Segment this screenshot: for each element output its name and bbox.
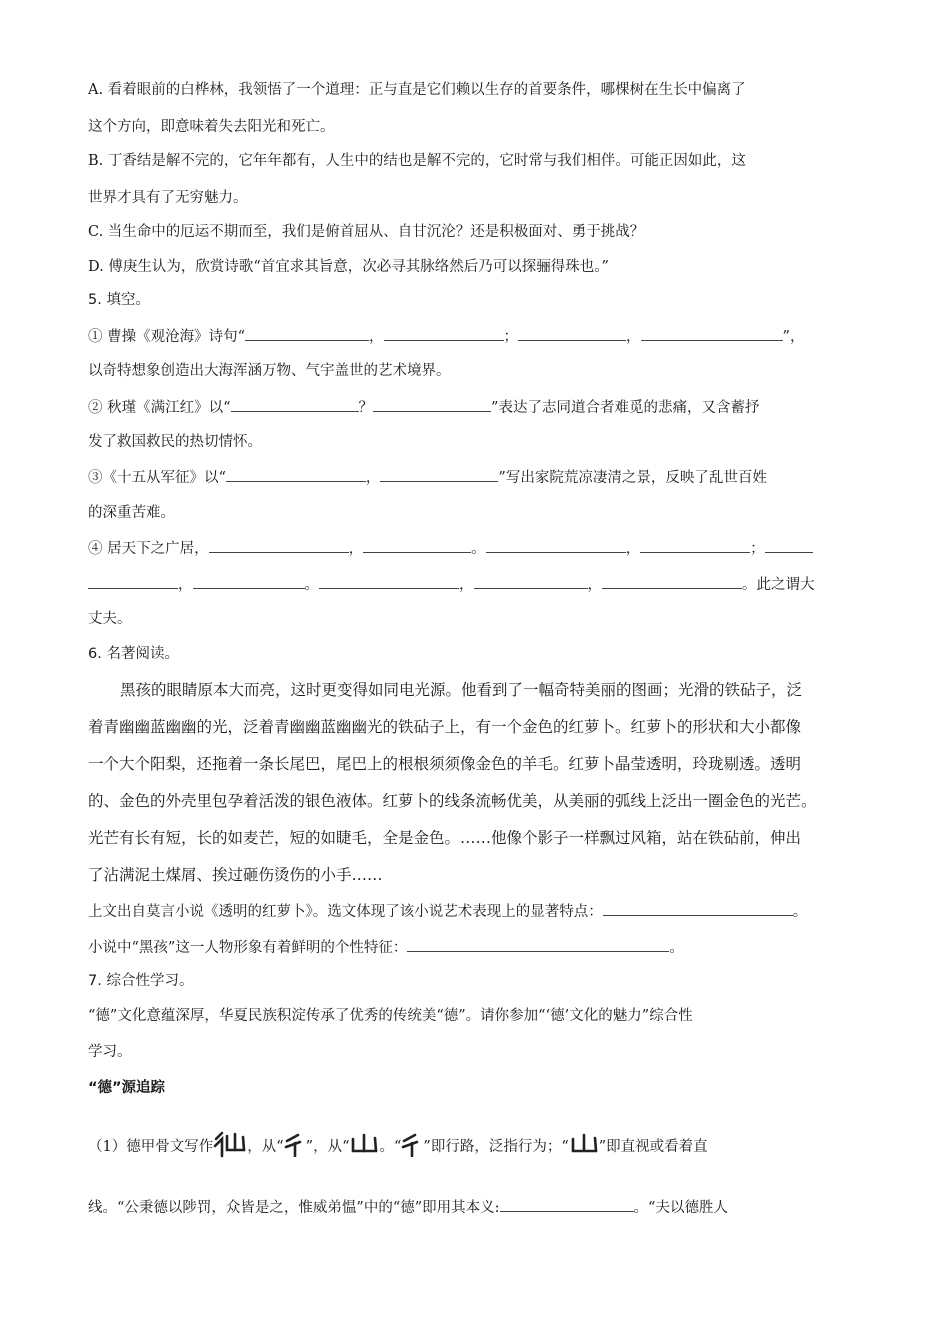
answer-blank[interactable] <box>641 326 783 341</box>
question-number: 5. <box>88 292 102 308</box>
q5-item-4: ④ 居天下之广居， ， 。 ， ； <box>88 538 863 559</box>
question-number: 7. <box>88 973 102 989</box>
q7-part-1-line-2: 线。“公秉德以陟罚，众皆是之，惟威弟愠”中的“德”即用其本义: 。“夫以德胜人 <box>88 1197 863 1218</box>
answer-blank[interactable] <box>88 574 178 589</box>
q5-item-4-line-2: ， 。 ， ， 。此之谓大 <box>88 574 863 595</box>
q5-item-2-line-2: 发了救国救民的热切情怀。 <box>88 434 262 450</box>
oracle-bone-zhi-glyph <box>569 1131 599 1163</box>
option-a-line-1: A. 看着眼前的白桦林，我领悟了一个道理：正与直是它们赖以生存的首要条件，哪棵树在生长中偏离了 <box>88 82 746 98</box>
answer-blank[interactable] <box>209 538 349 553</box>
answer-blank[interactable] <box>486 538 626 553</box>
option-a-line-2: 这个方向，即意味着失去阳光和死亡。 <box>88 119 335 135</box>
question-title: 填空。 <box>106 292 150 308</box>
q5-item-2: ② 秋瑾《满江红》以“ ？ ”表达了志同道合者难觅的悲痛，又含蓄抒 <box>88 397 863 418</box>
answer-blank[interactable] <box>518 326 626 341</box>
q7-part-1-line-1: （1）德甲骨文写作 ，从“ ”，从“ 。“ ”即行路，泛指行为；“ ”即直视或看着直 <box>88 1130 863 1164</box>
question-title: 名著阅读。 <box>106 646 179 662</box>
passage-line: 光芒有长有短，长的如麦芒，短的如睫毛，全是金色。……他像个影子一样飘过风箱，站在铁砧前，伸出 <box>88 829 802 847</box>
option-b-line-1: B. 丁香结是解不完的，它年年都有，人生中的结也是解不完的，它时常与我们相伴。可能正因如此，这 <box>88 153 746 169</box>
answer-blank[interactable] <box>474 574 588 589</box>
q6-question-2: 小说中“黑孩”这一人物形象有着鲜明的个性特征： 。 <box>88 937 863 958</box>
answer-blank[interactable] <box>380 467 498 482</box>
answer-blank[interactable] <box>226 467 366 482</box>
q5-item-1-line-2: 以奇特想象创造出大海浑涵万物、气宇盖世的艺术境界。 <box>88 363 451 379</box>
answer-blank[interactable] <box>603 901 793 916</box>
q7-intro-line-1: “德”文化意蕴深厚，华夏民族积淀传承了优秀的传统美“德”。请你参加“‘德’文化的魅力”综合性 <box>88 1008 693 1024</box>
q7-intro-line-2: 学习。 <box>88 1044 132 1060</box>
answer-blank[interactable] <box>363 538 471 553</box>
oracle-bone-chi-glyph <box>284 1131 306 1163</box>
answer-blank[interactable] <box>384 326 504 341</box>
option-d: D. 傅庚生认为，欣赏诗歌“首宜求其旨意，次必寻其脉络然后乃可以探骊得珠也。” <box>88 259 609 275</box>
question-title: 综合性学习。 <box>106 973 194 989</box>
q5-item-1: ① 曹操《观沧海》诗句“ ， ； ， ”， <box>88 326 863 347</box>
answer-blank[interactable] <box>640 538 750 553</box>
q5-item-3-line-2: 的深重苦难。 <box>88 505 175 521</box>
answer-blank[interactable] <box>602 574 742 589</box>
answer-blank[interactable] <box>319 574 459 589</box>
answer-blank[interactable] <box>373 397 491 412</box>
answer-blank[interactable] <box>231 397 359 412</box>
question-5-heading <box>88 290 863 310</box>
oracle-bone-chi-glyph <box>401 1131 423 1163</box>
section-heading: “德”源追踪 <box>88 1080 166 1096</box>
option-c: C. 当生命中的厄运不期而至，我们是俯首屈从、自甘沉沦？还是积极面对、勇于挑战？ <box>88 224 645 240</box>
question-7-heading <box>88 971 863 991</box>
answer-blank[interactable] <box>245 326 369 341</box>
option-b-line-2: 世界才具有了无穷魅力。 <box>88 190 248 206</box>
answer-blank[interactable] <box>407 937 669 952</box>
q5-item-4-line-3: 丈夫。 <box>88 611 132 627</box>
answer-blank[interactable] <box>765 538 813 553</box>
question-number: 6. <box>88 646 102 662</box>
passage-line: 了沾满泥土煤屑、挨过砸伤烫伤的小手…… <box>88 866 383 884</box>
answer-blank[interactable] <box>500 1197 634 1212</box>
q5-item-3: ③《十五从军征》以“ ， ”写出家院荒凉凄清之景，反映了乱世百姓 <box>88 467 863 488</box>
question-6-heading <box>88 644 863 664</box>
passage-line: 的、金色的外壳里包孕着活泼的银色液体。红萝卜的线条流畅优美，从美丽的弧线上泛出一圈金色的光芒。 <box>88 792 817 810</box>
oracle-bone-de-glyph <box>213 1130 247 1164</box>
oracle-bone-zhi-glyph <box>349 1131 379 1163</box>
passage-line: 一个大个阳梨，还拖着一条长尾巴，尾巴上的根根须须像金色的羊毛。红萝卜晶莹透明，玲珑剔透。透明 <box>88 755 802 773</box>
passage-line: 着青幽幽蓝幽幽的光，泛着青幽幽蓝幽幽光的铁砧子上，有一个金色的红萝卜。红萝卜的形状和大小都像 <box>88 718 802 736</box>
passage-line: 黑孩的眼睛原本大而亮，这时更变得如同电光源。他看到了一幅奇特美丽的图画；光滑的铁砧子，泛 <box>120 681 803 699</box>
q6-question-1: 上文出自莫言小说《透明的红萝卜》。选文体现了该小说艺术表现上的显著特点： 。 <box>88 901 863 922</box>
answer-blank[interactable] <box>193 574 305 589</box>
